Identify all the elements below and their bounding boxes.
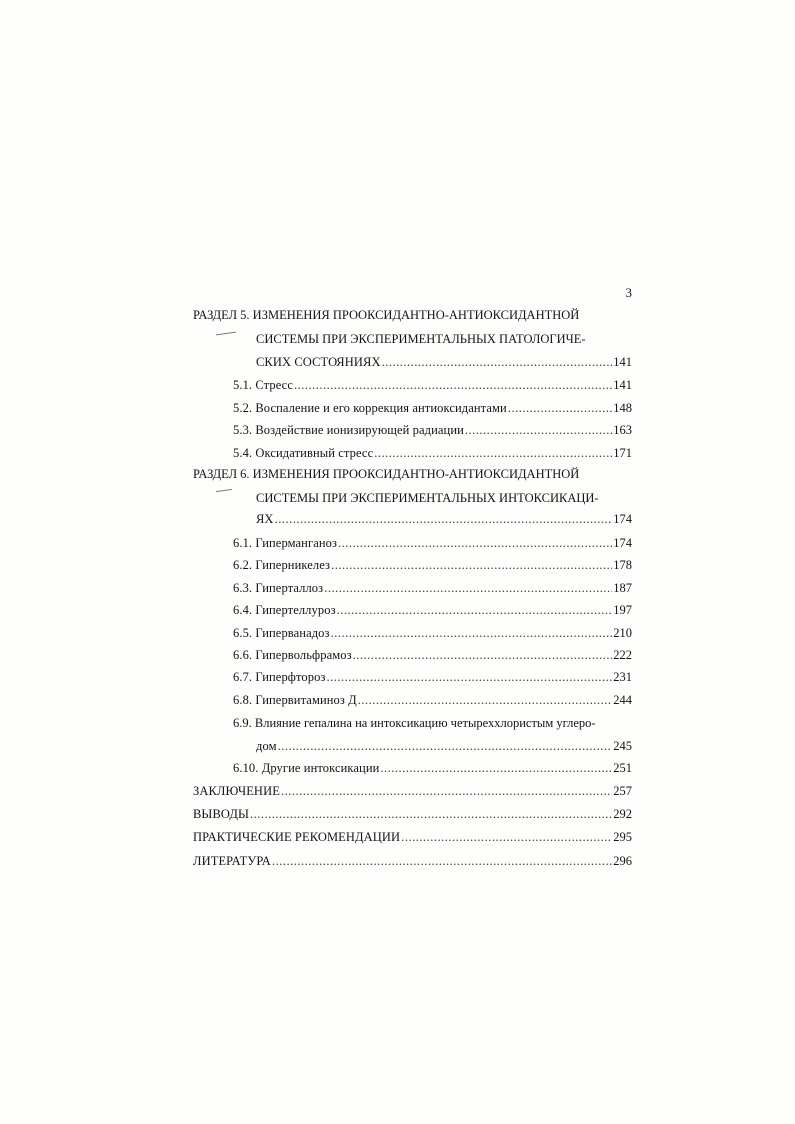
leader-dots [508,398,612,418]
toc-label: ВЫВОДЫ [193,807,250,821]
toc-entry-6-2[interactable] [233,555,632,575]
section5-title-line2: СИСТЕМЫ ПРИ ЭКСПЕРИМЕНТАЛЬНЫХ ПАТОЛОГИЧЕ- [256,332,586,346]
toc-entry-findings[interactable] [193,804,632,824]
leader-dots [380,758,612,778]
leader-dots [250,804,612,824]
toc-label: 5.3. Воздействие ионизирующей радиации [233,423,464,437]
toc-entry-section5[interactable] [256,352,632,372]
toc-page: 174 [613,512,632,526]
toc-entry-section6[interactable] [256,509,632,529]
toc-entry-5-3[interactable] [233,420,632,440]
toc-entry-6-4[interactable] [233,600,632,620]
leader-dots [465,420,612,440]
toc-label: ЗАКЛЮЧЕНИЕ [193,784,280,798]
toc-page: 244 [613,693,632,707]
toc-page: 178 [613,558,632,572]
toc-entry-6-8[interactable] [233,690,632,710]
toc-entry-literature[interactable] [193,851,632,871]
leader-dots [324,578,612,598]
toc-label: 6.1. Гиперманганоз [233,536,338,550]
section5-title-line1: РАЗДЕЛ 5. ИЗМЕНЕНИЯ ПРООКСИДАНТНО-АНТИОКСИДАНТНОЙ [193,308,580,322]
leader-dots [358,690,612,710]
section6-title-line1: РАЗДЕЛ 6. ИЗМЕНЕНИЯ ПРООКСИДАНТНО-АНТИОКСИДАНТНОЙ [193,467,580,481]
leader-dots [278,736,613,756]
leader-dots [338,533,612,553]
toc-page: 245 [613,739,632,753]
toc-page: 231 [613,670,632,684]
toc-page: 197 [613,603,632,617]
toc-page: 174 [613,536,632,550]
toc-label: 5.1. Стресс [233,378,293,392]
toc-entry-6-6[interactable] [233,645,632,665]
leader-dots [281,781,612,801]
toc-label: 6.3. Гиперталлоз [233,581,324,595]
leader-dots [275,509,613,529]
toc-entry-6-10[interactable] [233,758,632,778]
toc-page: 296 [613,854,632,868]
toc-label: ЯХ [256,512,274,526]
leader-dots [337,600,613,620]
toc-entry-5-4[interactable] [233,443,632,463]
toc-entry-6-1[interactable] [233,533,632,553]
toc-entry-recommendations[interactable] [193,827,632,847]
toc-label: 6.5. Гиперванадоз [233,626,330,640]
leader-dots [331,555,612,575]
toc-label: 5.4. Оксидативный стресс [233,446,374,460]
leader-dots [272,851,612,871]
toc-label: 6.8. Гипервитаминоз Д [233,693,357,707]
toc-label: дом [256,739,277,753]
toc-page: 171 [613,446,632,460]
toc-page: 222 [613,648,632,662]
leader-dots [382,352,613,372]
toc-page: 141 [613,378,632,392]
toc-entry-6-5[interactable] [233,623,632,643]
section6-title-line2: СИСТЕМЫ ПРИ ЭКСПЕРИМЕНТАЛЬНЫХ ИНТОКСИКАЦИ- [256,491,599,505]
toc-label: 6.2. Гиперникелез [233,558,331,572]
toc-entry-6-3[interactable] [233,578,632,598]
toc-label: 5.2. Воспаление и его коррекция антиоксидантами [233,401,507,415]
toc-entry-5-1[interactable] [233,375,632,395]
toc-page: 187 [613,581,632,595]
toc-label: СКИХ СОСТОЯНИЯХ [256,355,381,369]
toc-page: 251 [613,761,632,775]
toc-page: 257 [613,784,632,798]
toc-entry-6-9-line1: 6.9. Влияние гепалина на интоксикацию четыреххлористым углеро- [233,716,596,730]
toc-entry-6-9[interactable] [256,736,632,756]
toc-page: 295 [613,830,632,844]
toc-page: 141 [613,355,632,369]
toc-label: ПРАКТИЧЕСКИЕ РЕКОМЕНДАЦИИ [193,830,401,844]
leader-dots [331,623,613,643]
toc-label: ЛИТЕРАТУРА [193,854,271,868]
toc-entry-conclusion[interactable] [193,781,632,801]
leader-dots [374,443,612,463]
leader-dots [327,667,613,687]
toc-page: 163 [613,423,632,437]
pencil-mark [216,332,236,336]
toc-label: 6.4. Гипертеллуроз [233,603,336,617]
page-number: 3 [625,285,632,300]
toc-label: 6.6. Гипервольфрамоз [233,648,352,662]
pencil-mark [216,489,232,492]
toc-page: 210 [613,626,632,640]
toc-entry-5-2[interactable] [233,398,632,418]
leader-dots [353,645,613,665]
leader-dots [401,827,612,847]
leader-dots [294,375,612,395]
toc-page: 292 [613,807,632,821]
toc-label: 6.7. Гиперфтороз [233,670,326,684]
toc-label: 6.10. Другие интоксикации [233,761,380,775]
toc-page: 148 [613,401,632,415]
toc-entry-6-7[interactable] [233,667,632,687]
